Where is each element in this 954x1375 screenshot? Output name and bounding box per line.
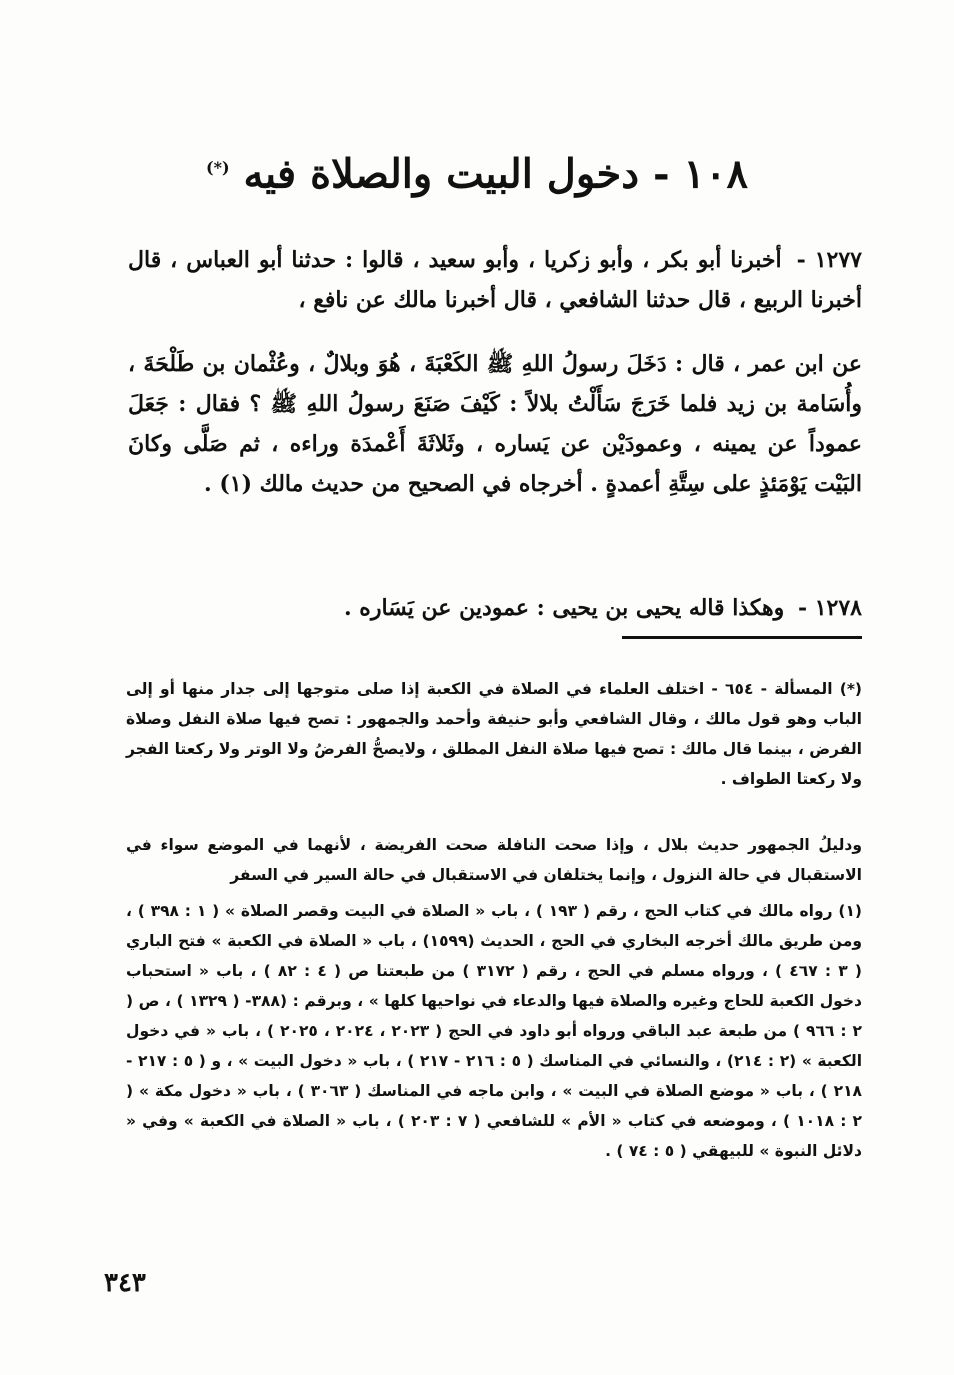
hadith-1277-body: عن ابن عمر ، قال : دَخَلَ رسولُ اللهِ ﷺ الكَعْبَةَ ، هُوَ وبلالٌ ، وعُثْمان بن طَلْحَةَ ، وأُسَامة بن زيد فلما خَرَجَ سَأَلْتُ بلالاً : كَيْفَ صَنَعَ رسولُ اللهِ ﷺ ؟ فقال : جَعَلَ عموداً عن يمينه ، وعمودَيْن عن يَساره ، وثَلاثَةَ أَعْمدَة وراءه ، ثم صَلَّى وكانَ البَيْت يَوْمَئذٍ على سِتَّةِ أعمدةٍ . أخرجاه في الصحيح من حديث مالك (١) . [128, 351, 862, 497]
section-title-text: ١٠٨ - دخول البيت والصلاة فيه [243, 150, 748, 198]
footnote-evidence: ودليلُ الجمهور حديث بلال ، وإذا صحت النافلة صحت الفريضة ، لأنهما في الموضع سواء في الاستقبال في حالة النزول ، وإنما يختلفان في الاستقبال في حالة السير في السفر [126, 835, 862, 884]
section-title [120, 138, 834, 204]
hadith-text: وهكذا قاله يحيى بن يحيى : عمودين عن يَسَاره . [343, 595, 785, 621]
hadith-1277-chain [128, 240, 862, 320]
hadith-chain-text: أخبرنا أبو بكر ، وأبو زكريا ، وأبو سعيد ، قالوا : حدثنا أبو العباس ، قال أخبرنا الربيع ، قال حدثنا الشافعي ، قال أخبرنا مالك عن نافع ، [128, 247, 862, 313]
footnote-star: (*) المسألة - ٦٥٤ - اختلف العلماء في الصلاة في الكعبة إذا صلى متوجها إلى جدار منها أو إلى الباب وهو قول مالك ، وقال الشافعي وأبو حنيفة وأحمد والجمهور : تصح فيها صلاة النفل وصلاة الفرض ، بينما قال مالك : تصح فيها صلاة النفل المطلق ، ولايصحُّ الفرضُ ولا الوتر ولا ركعتا الفجر ولا ركعتا الطواف . [126, 679, 863, 788]
page-number: ٣٤٣ [104, 1268, 146, 1298]
title-footnote-marker: (*) [206, 158, 230, 177]
hadith-1278 [128, 588, 862, 628]
footnote-1: (١) رواه مالك في كتاب الحج ، رقم ( ١٩٣ ) ، باب « الصلاة في البيت وقصر الصلاة » ( ١ : ٣٩٨ ) ، ومن طريق مالك أخرجه البخاري في الحج ، الحديث (١٥٩٩) ، باب « الصلاة في الكعبة » فتح الباري ( ٣ : ٤٦٧ ) ، ورواه مسلم في الحج ، رقم ( ٣١٧٢ ) من طبعتنا ص ( ٤ : ٨٢ ) ، باب « استحباب دخول الكعبة للحاج وغيره والصلاة فيها والدعاء في نواحيها كلها » ، وبرقم : (٣٨٨- ( ١٣٢٩ ) ، ص ( ٢ : ٩٦٦ ) من طبعة عبد الباقي ورواه أبو داود في الحج ( ٢٠٢٣ ، ٢٠٢٤ ، ٢٠٢٥ ) ، باب « في دخول الكعبة » (٢ : ٢١٤) ، والنسائي في المناسك ( ٥ : ٢١٦ - ٢١٧ ) ، باب « دخول البيت » ، و ( ٥ : ٢١٧ - ٢١٨ ) ، باب « موضع الصلاة في البيت » ، وابن ماجه في المناسك ( ٣٠٦٣ ) ، باب « دخول مكة » ( ٢ : ١٠١٨ ) ، وموضعه في كتاب « الأم » للشافعي ( ٧ : ٢٠٣ ) ، باب « الصلاة في الكعبة » وفي « دلائل النبوة » للبيهقي ( ٥ : ٧٤ ) . [126, 901, 863, 1160]
hadith-number: ١٢٧٧ - [796, 247, 862, 273]
footnote-divider [622, 636, 862, 639]
hadith-number: ١٢٧٨ - [797, 595, 862, 621]
